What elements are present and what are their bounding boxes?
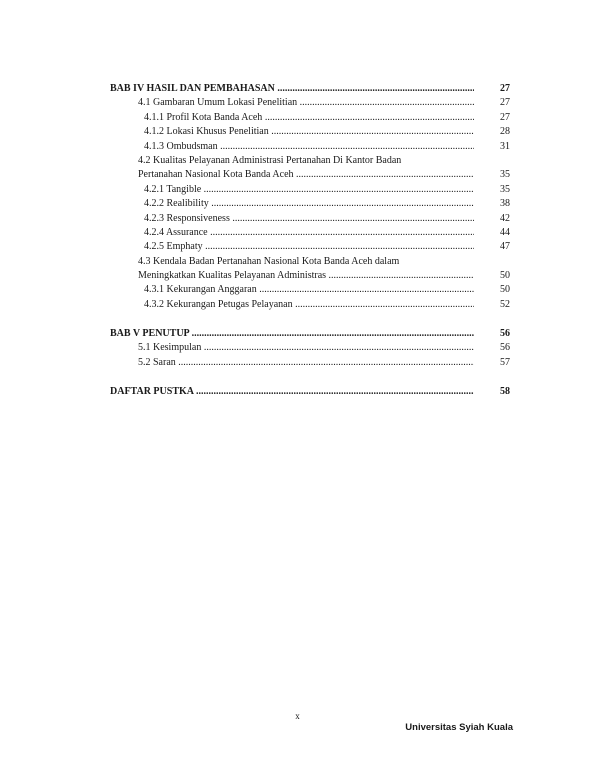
toc-entry-title: 4.2.5 Emphaty .....	[110, 240, 474, 254]
toc-entry-4-3-first-line: 4.3 Kendala Badan Pertanahan Nasional Kota Banda Aceh dalam	[138, 255, 400, 267]
toc-entry-page: 44	[500, 226, 510, 238]
toc-entry-title: 4.1.1 Profil Kota Banda Aceh .....	[110, 111, 474, 125]
toc-entry-title: 4.3.1 Kekurangan Anggaran .....	[110, 283, 474, 297]
toc-entry-page: 47	[500, 241, 510, 253]
toc-entry-page: 42	[500, 212, 510, 224]
toc-entry-4-1	[110, 96, 510, 110]
toc-entry-title: BAB V PENUTUP .....	[110, 327, 474, 341]
toc-entry-4-2	[110, 168, 510, 182]
university-footer: Universitas Syiah Kuala	[405, 722, 513, 733]
toc-entry-4-2-2	[110, 197, 510, 211]
toc-entry-title: 5.1 Kesimpulan .....	[110, 341, 474, 355]
toc-entry-4-1-3	[110, 140, 510, 154]
toc-entry-4-2-3	[110, 212, 510, 226]
toc-entry-title: 4.1.2 Lokasi Khusus Penelitian .....	[110, 125, 474, 139]
toc-entry-page: 31	[500, 140, 510, 152]
toc-entry-4-1-2	[110, 125, 510, 139]
toc-entry-title: BAB IV HASIL DAN PEMBAHASAN .....	[110, 82, 474, 96]
toc-entry-bab-iv	[110, 82, 510, 96]
toc-entry-4-3-2	[110, 298, 510, 312]
toc-entry-page: 50	[500, 270, 510, 282]
table-of-contents	[110, 82, 510, 399]
toc-entry-page: 38	[500, 198, 510, 210]
toc-entry-title: 4.2.4 Assurance .....	[110, 226, 474, 240]
toc-entry-title: 4.3.2 Kekurangan Petugas Pelayanan .....	[110, 298, 474, 312]
toc-entry-page: 56	[500, 327, 510, 339]
toc-entry-4-3-1	[110, 283, 510, 297]
toc-entry-title: 4.2.2 Realibility .....	[110, 197, 474, 211]
toc-entry-title: 4.2.3 Responsiveness .....	[110, 212, 474, 226]
toc-entry-title: 4.1 Gambaran Umum Lokasi Penelitian .....	[110, 96, 474, 110]
toc-entry-page: 27	[500, 97, 510, 109]
toc-entry-5-1	[110, 341, 510, 355]
toc-entry-title: 5.2 Saran .....	[110, 356, 474, 370]
toc-entry-page: 28	[500, 126, 510, 138]
toc-entry-4-3	[110, 269, 510, 283]
toc-entry-5-2	[110, 356, 510, 370]
toc-entry-page: 56	[500, 342, 510, 354]
toc-entry-4-2-1	[110, 183, 510, 197]
toc-entry-page: 52	[500, 298, 510, 310]
toc-entry-title: 4.1.3 Ombudsman .....	[110, 140, 474, 154]
toc-entry-daftar-pustaka	[110, 385, 510, 399]
toc-entry-page: 35	[500, 169, 510, 181]
toc-entry-page: 27	[500, 83, 510, 94]
toc-entry-4-1-1	[110, 111, 510, 125]
toc-entry-page: 35	[500, 183, 510, 195]
toc-entry-title: Meningkatkan Kualitas Pelayanan Administras .....	[110, 269, 474, 283]
toc-entry-4-2-first-line: 4.2 Kualitas Pelayanan Administrasi Pertanahan Di Kantor Badan	[138, 154, 402, 166]
toc-entry-title: 4.2.1 Tangible .....	[110, 183, 474, 197]
toc-entry-page: 58	[500, 385, 510, 397]
toc-entry-title: Pertanahan Nasional Kota Banda Aceh .....	[110, 168, 474, 182]
toc-entry-page: 50	[500, 284, 510, 296]
page-number: x	[295, 711, 300, 721]
toc-entry-4-2-4	[110, 226, 510, 240]
toc-entry-title: DAFTAR PUSTKA .....	[110, 385, 474, 399]
toc-entry-page: 57	[500, 356, 510, 368]
toc-entry-bab-v	[110, 327, 510, 341]
toc-entry-4-2-5	[110, 240, 510, 254]
toc-entry-page: 27	[500, 111, 510, 123]
